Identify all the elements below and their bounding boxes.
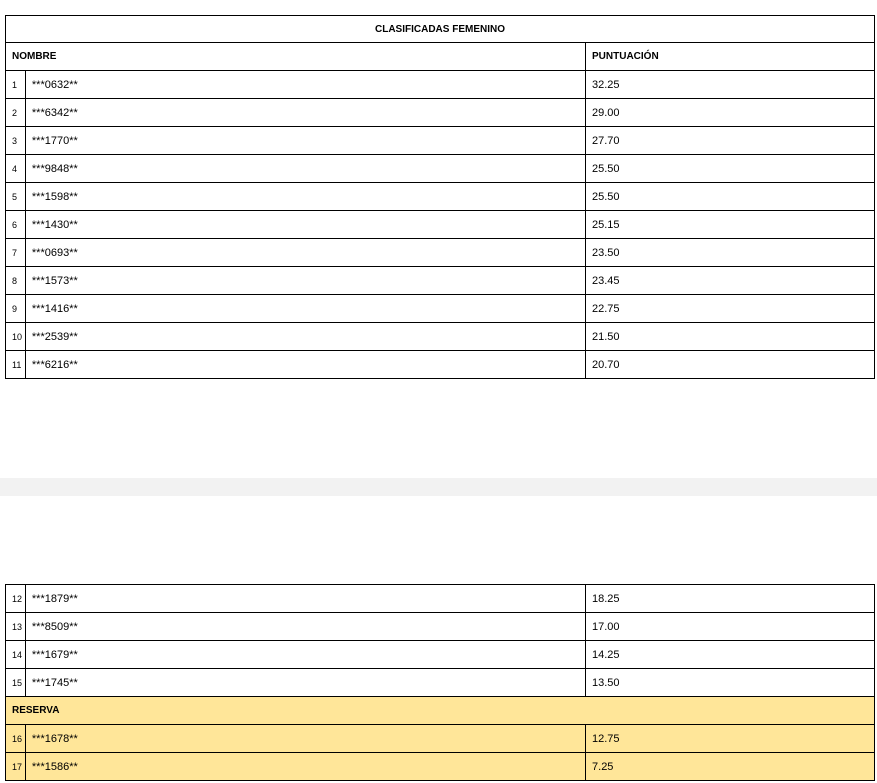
page-break xyxy=(0,478,877,496)
name-cell: ***8509** xyxy=(25,613,585,641)
score-cell: 32.25 xyxy=(586,71,875,99)
table-row xyxy=(6,669,875,697)
name-cell: ***1745** xyxy=(25,669,585,697)
name-cell: ***6342** xyxy=(25,99,585,127)
position-cell: 8 xyxy=(6,267,26,295)
position-cell: 1 xyxy=(6,71,26,99)
name-cell: ***1573** xyxy=(25,267,585,295)
table-row xyxy=(6,127,875,155)
name-cell: ***0632** xyxy=(25,71,585,99)
position-cell: 17 xyxy=(6,753,26,781)
score-cell: 23.50 xyxy=(586,239,875,267)
table-row xyxy=(6,71,875,99)
position-cell: 6 xyxy=(6,211,26,239)
position-cell: 15 xyxy=(6,669,26,697)
table-row xyxy=(6,239,875,267)
position-cell: 14 xyxy=(6,641,26,669)
score-cell: 17.00 xyxy=(586,613,875,641)
name-cell: ***1416** xyxy=(25,295,585,323)
name-cell: ***1586** xyxy=(25,753,585,781)
header-name: NOMBRE xyxy=(6,43,586,71)
name-cell: ***1678** xyxy=(25,725,585,753)
position-cell: 7 xyxy=(6,239,26,267)
name-cell: ***2539** xyxy=(25,323,585,351)
name-cell: ***1679** xyxy=(25,641,585,669)
position-cell: 3 xyxy=(6,127,26,155)
position-cell: 4 xyxy=(6,155,26,183)
score-cell: 7.25 xyxy=(586,753,875,781)
table-header-row xyxy=(6,43,875,71)
name-cell: ***0693** xyxy=(25,239,585,267)
score-cell: 29.00 xyxy=(586,99,875,127)
position-cell: 9 xyxy=(6,295,26,323)
table-row xyxy=(6,295,875,323)
score-cell: 25.15 xyxy=(586,211,875,239)
position-cell: 16 xyxy=(6,725,26,753)
table-row xyxy=(6,211,875,239)
position-cell: 10 xyxy=(6,323,26,351)
score-cell: 23.45 xyxy=(586,267,875,295)
position-cell: 5 xyxy=(6,183,26,211)
classified-table-continued xyxy=(5,584,875,781)
name-cell: ***1598** xyxy=(25,183,585,211)
table-row xyxy=(6,99,875,127)
table-row xyxy=(6,267,875,295)
score-cell: 25.50 xyxy=(586,155,875,183)
table-row xyxy=(6,725,875,753)
name-cell: ***1430** xyxy=(25,211,585,239)
table-row xyxy=(6,351,875,379)
table-row xyxy=(6,323,875,351)
name-cell: ***1770** xyxy=(25,127,585,155)
score-cell: 13.50 xyxy=(586,669,875,697)
score-cell: 14.25 xyxy=(586,641,875,669)
position-cell: 13 xyxy=(6,613,26,641)
position-cell: 2 xyxy=(6,99,26,127)
table-row xyxy=(6,613,875,641)
name-cell: ***9848** xyxy=(25,155,585,183)
name-cell: ***1879** xyxy=(25,585,585,613)
reserve-header-row xyxy=(6,697,875,725)
score-cell: 22.75 xyxy=(586,295,875,323)
table-row xyxy=(6,641,875,669)
classified-table xyxy=(5,15,875,379)
table-title: CLASIFICADAS FEMENINO xyxy=(6,16,875,43)
score-cell: 27.70 xyxy=(586,127,875,155)
score-cell: 25.50 xyxy=(586,183,875,211)
score-cell: 20.70 xyxy=(586,351,875,379)
name-cell: ***6216** xyxy=(25,351,585,379)
position-cell: 12 xyxy=(6,585,26,613)
position-cell: 11 xyxy=(6,351,26,379)
table-title-row xyxy=(6,16,875,43)
table-row xyxy=(6,155,875,183)
score-cell: 18.25 xyxy=(586,585,875,613)
score-cell: 21.50 xyxy=(586,323,875,351)
table-row xyxy=(6,585,875,613)
table-row xyxy=(6,183,875,211)
score-cell: 12.75 xyxy=(586,725,875,753)
table-row xyxy=(6,753,875,781)
header-score: PUNTUACIÓN xyxy=(586,43,875,71)
reserve-label: RESERVA xyxy=(6,697,875,725)
